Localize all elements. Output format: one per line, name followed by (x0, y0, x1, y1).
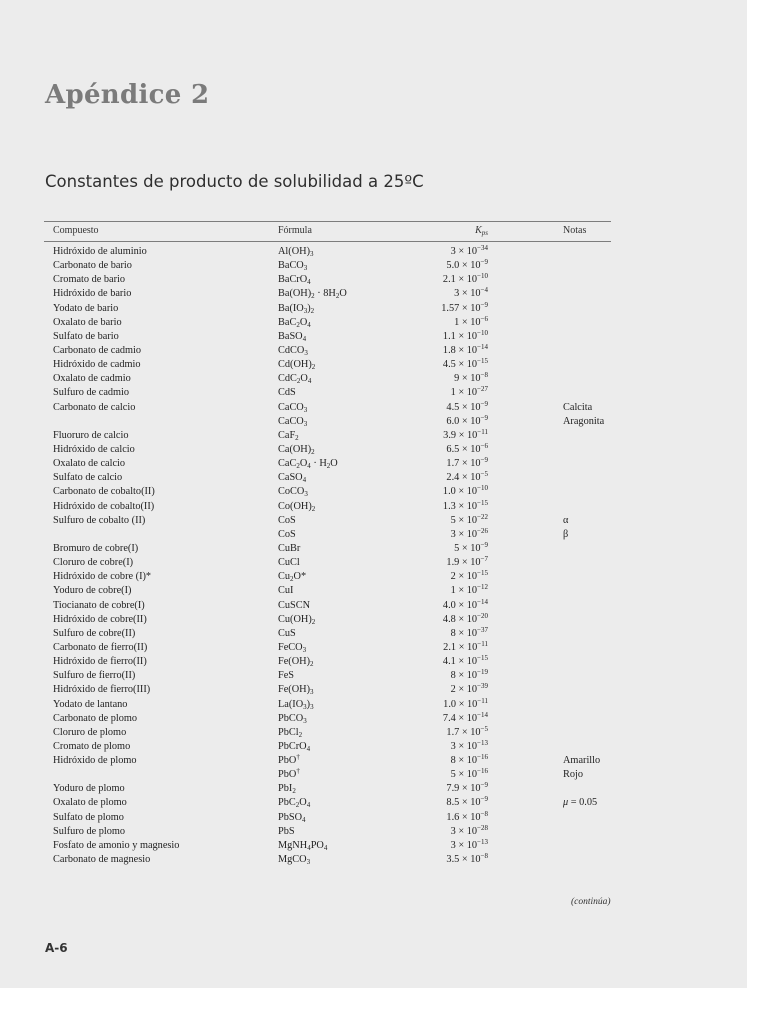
formula-cell: CaF$_2$ (278, 429, 299, 442)
formula-cell: $Fe(OH)_3$ (278, 684, 314, 697)
ksp-cell: $4.5 \times 10^{-9}$ (446, 399, 488, 413)
formula-cell: BaCO$_3$ (278, 260, 308, 273)
ksp-cell: $1.1 \times 10^{-10}$ (442, 328, 488, 342)
compound-cell: Sulfato de bario (53, 330, 119, 342)
compound-cell: Sulfuro de cobre(II) (53, 627, 136, 639)
table-row (44, 556, 611, 570)
table-row (44, 726, 611, 740)
ksp-cell: $1 \times 10^{-12}$ (450, 583, 488, 597)
formula-cell: $Ba(OH)_2 \cdot 8H_2O$ (278, 288, 347, 301)
formula-cell: PbCl$_2$ (278, 726, 303, 739)
formula-cell: CoS (278, 514, 296, 526)
table-row (44, 613, 611, 627)
formula-cell: CoCO$_3$ (278, 486, 308, 499)
compound-cell: Yoduro de plomo (53, 783, 125, 795)
table-row (44, 471, 611, 485)
table-row (44, 754, 611, 768)
ksp-cell: $3.9 \times 10^{-11}$ (443, 427, 488, 441)
compound-cell: Hidróxido de plomo (53, 755, 137, 767)
formula-cell: CoS (278, 528, 296, 540)
ksp-cell: $7.9 \times 10^{-9}$ (446, 781, 488, 795)
compound-cell: Carbonato de plomo (53, 712, 138, 724)
table-row (44, 599, 611, 613)
table-row (44, 811, 611, 825)
compound-cell: Hidróxido de fierro(II) (53, 656, 147, 668)
table-row (44, 768, 611, 782)
ksp-cell: $1 \times 10^{-6}$ (454, 314, 488, 328)
compound-cell: Hidróxido de bario (53, 288, 132, 300)
formula-cell: FeCO$_3$ (278, 641, 307, 654)
compound-cell: Yodato de bario (53, 302, 119, 314)
formula-cell: $Co(OH)_2$ (278, 500, 316, 513)
compound-cell: Fosfato de amonio y magnesio (53, 839, 180, 851)
ksp-cell: $6.5 \times 10^{-6}$ (446, 441, 488, 455)
header-compound: Compuesto (53, 225, 99, 236)
continues-note: (continúa) (571, 897, 611, 907)
ksp-cell: $1.7 \times 10^{-9}$ (446, 456, 488, 470)
table-row (44, 500, 611, 514)
header-notes: Notas (563, 225, 587, 236)
ksp-cell: $2.1 \times 10^{-11}$ (443, 639, 488, 653)
formula-cell: CdS (278, 387, 296, 399)
ksp-cell: $4.8 \times 10^{-20}$ (442, 611, 488, 625)
formula-cell: CuSCN (278, 599, 311, 611)
table-row (44, 782, 611, 796)
formula-cell: PbSO$_4$ (278, 811, 306, 824)
ksp-cell: $3 \times 10^{-13}$ (450, 738, 488, 752)
notes-cell: β (563, 528, 569, 540)
ksp-cell: $1.57 \times 10^{-9}$ (441, 300, 488, 314)
table-row (44, 273, 611, 287)
ksp-cell: $3 \times 10^{-28}$ (450, 823, 488, 837)
ksp-cell: $8.5 \times 10^{-9}$ (446, 795, 488, 809)
compound-cell: Fluoruro de calcio (53, 429, 129, 441)
formula-cell: CuS (278, 627, 296, 639)
compound-cell: Oxalato de bario (53, 316, 122, 328)
notes-cell: Calcita (563, 401, 593, 413)
compound-cell: Oxalato de calcio (53, 458, 126, 470)
solubility-table (44, 221, 611, 867)
formula-cell: PbCO$_3$ (278, 712, 307, 725)
compound-cell: Hidróxido de cadmio (53, 359, 141, 371)
ksp-cell: $3.5 \times 10^{-8}$ (446, 852, 488, 866)
formula-cell: MgCO$_3$ (278, 854, 311, 867)
formula-cell: BaCrO$_4$ (278, 274, 311, 287)
table-title: Constantes de producto de solubilidad a 25ºC (45, 172, 424, 191)
header-ksp (412, 225, 488, 236)
table-row (44, 415, 611, 429)
table-row (44, 839, 611, 853)
compound-cell: Sulfuro de fierro(II) (53, 670, 136, 682)
ksp-cell: $7.4 \times 10^{-14}$ (442, 710, 488, 724)
ksp-cell: $1.6 \times 10^{-8}$ (446, 809, 488, 823)
formula-cell: PbCrO$_4$ (278, 740, 311, 753)
ksp-cell: $5 \times 10^{-16}$ (450, 767, 488, 781)
formula-cell: $Fe(OH)_2$ (278, 656, 314, 669)
formula-cell: FeS (278, 670, 295, 682)
table-row (44, 641, 611, 655)
formula-cell: PbS (278, 825, 295, 837)
compound-cell: Sulfuro de plomo (53, 825, 126, 837)
table-row (44, 386, 611, 400)
compound-cell: Carbonato de cadmio (53, 344, 142, 356)
formula-cell: $Ba(IO_3)_2$ (278, 302, 315, 315)
compound-cell: Bromuro de cobre(I) (53, 542, 139, 554)
ksp-cell: $3 \times 10^{-13}$ (450, 837, 488, 851)
ksp-cell: $1.0 \times 10^{-10}$ (442, 484, 488, 498)
table-body (44, 245, 611, 867)
ksp-cell: $1.0 \times 10^{-11}$ (443, 696, 488, 710)
ksp-cell: $8 \times 10^{-19}$ (450, 668, 488, 682)
ksp-cell: $1.9 \times 10^{-7}$ (446, 555, 488, 569)
table-row (44, 344, 611, 358)
compound-cell: Sulfuro de cadmio (53, 387, 130, 399)
formula-cell: CuCl (278, 557, 300, 569)
ksp-cell: $4.0 \times 10^{-14}$ (442, 597, 488, 611)
table-row (44, 372, 611, 386)
table-header-rule (44, 241, 611, 242)
table-row (44, 443, 611, 457)
table-row (44, 570, 611, 584)
ksp-cell: $2 \times 10^{-39}$ (450, 682, 488, 696)
compound-cell: Hidróxido de cobre (I)* (53, 571, 152, 583)
compound-cell: Hidróxido de cobre(II) (53, 613, 147, 625)
table-row (44, 712, 611, 726)
table-row (44, 259, 611, 273)
ksp-cell: $8 \times 10^{-16}$ (450, 753, 488, 767)
ksp-cell: $1.7 \times 10^{-5}$ (446, 724, 488, 738)
notes-cell: Rojo (563, 769, 584, 781)
ksp-cell: $3 \times 10^{-4}$ (454, 286, 488, 300)
notes-cell: Amarillo (563, 755, 601, 767)
compound-cell: Yodato de lantano (53, 698, 128, 710)
formula-cell: CaCO$_3$ (278, 401, 308, 414)
ksp-cell: $5 \times 10^{-9}$ (454, 540, 488, 554)
appendix-heading: Apéndice 2 (45, 80, 210, 110)
table-row (44, 669, 611, 683)
ksp-cell: $3 \times 10^{-26}$ (450, 526, 488, 540)
compound-cell: Carbonato de fierro(II) (53, 641, 148, 653)
compound-cell: Cloruro de cobre(I) (53, 557, 134, 569)
table-row (44, 401, 611, 415)
formula-cell: $Cu_2O*$ (278, 571, 307, 584)
table-row (44, 698, 611, 712)
table-row (44, 514, 611, 528)
compound-cell: Carbonato de magnesio (53, 854, 151, 866)
table-row (44, 584, 611, 598)
compound-cell: Carbonato de cobalto(II) (53, 486, 155, 498)
formula-cell: CaSO$_4$ (278, 472, 307, 485)
table-row (44, 287, 611, 301)
table-row (44, 429, 611, 443)
table-row (44, 457, 611, 471)
table-row (44, 655, 611, 669)
table-row (44, 542, 611, 556)
compound-cell: Hidróxido de calcio (53, 443, 135, 455)
ksp-cell: $6.0 \times 10^{-9}$ (446, 413, 488, 427)
formula-cell: $Cu(OH)_2$ (278, 613, 316, 626)
table-row (44, 740, 611, 754)
notes-cell: Aragonita (563, 415, 605, 427)
table-row (44, 853, 611, 867)
formula-cell: $Cd(OH)_2$ (278, 359, 316, 372)
notes-cell: μ = 0.05 (563, 797, 598, 809)
formula-cell: PbO† (278, 767, 300, 781)
ksp-cell: $1.8 \times 10^{-14}$ (442, 342, 488, 356)
table-row (44, 302, 611, 316)
formula-cell: CdCO$_3$ (278, 344, 308, 357)
table-row (44, 528, 611, 542)
table-row (44, 330, 611, 344)
formula-cell: $Ca(OH)_2$ (278, 443, 315, 456)
table-row (44, 796, 611, 810)
header-formula: Fórmula (278, 225, 312, 236)
formula-cell: PbI$_2$ (278, 783, 296, 796)
ksp-cell: $1.3 \times 10^{-15}$ (442, 498, 488, 512)
ksp-cell: $2 \times 10^{-15}$ (450, 569, 488, 583)
compound-cell: Yoduro de cobre(I) (53, 585, 132, 597)
compound-cell: Sulfuro de cobalto (II) (53, 514, 146, 526)
ksp-cell: $4.5 \times 10^{-15}$ (442, 357, 488, 371)
compound-cell: Cloruro de plomo (53, 726, 127, 738)
header-ksp-text: $K_{ps}$ (475, 225, 488, 237)
compound-cell: Tiocianato de cobre(I) (53, 599, 145, 611)
compound-cell: Cromato de bario (53, 274, 126, 286)
formula-cell: PbO† (278, 753, 300, 767)
table-row (44, 485, 611, 499)
compound-cell: Oxalato de plomo (53, 797, 127, 809)
ksp-cell: $4.1 \times 10^{-15}$ (442, 654, 488, 668)
formula-cell: BaSO$_4$ (278, 330, 307, 343)
compound-cell: Oxalato de cadmio (53, 373, 131, 385)
table-row (44, 627, 611, 641)
ksp-cell: $5 \times 10^{-22}$ (450, 512, 488, 526)
table-row (44, 683, 611, 697)
formula-cell: $BaC_2O_4$ (278, 316, 311, 329)
compound-cell: Hidróxido de cobalto(II) (53, 500, 155, 512)
formula-cell: CuI (278, 585, 294, 597)
ksp-cell: $2.4 \times 10^{-5}$ (446, 470, 488, 484)
formula-cell: $CaC_2O_4 \cdot H_2O$ (278, 458, 338, 471)
ksp-cell: $1 \times 10^{-27}$ (450, 385, 488, 399)
formula-cell: $La(IO_3)_3$ (278, 698, 314, 711)
formula-cell: $Al(OH)_3$ (278, 246, 314, 258)
compound-cell: Carbonato de calcio (53, 401, 136, 413)
notes-cell: α (563, 514, 569, 526)
compound-cell: Cromato de plomo (53, 740, 131, 752)
table-row (44, 245, 611, 259)
formula-cell: $MgNH_4PO_4$ (278, 839, 328, 852)
formula-cell: CuBr (278, 542, 301, 554)
ksp-cell: $8 \times 10^{-37}$ (450, 625, 488, 639)
table-row (44, 316, 611, 330)
compound-cell: Carbonato de bario (53, 260, 132, 272)
table-row (44, 825, 611, 839)
ksp-cell: $2.1 \times 10^{-10}$ (442, 272, 488, 286)
ksp-cell: $5.0 \times 10^{-9}$ (446, 258, 488, 272)
formula-cell: $CdC_2O_4$ (278, 373, 312, 386)
table-row (44, 358, 611, 372)
compound-cell: Sulfato de calcio (53, 472, 123, 484)
compound-cell: Hidróxido de fierro(III) (53, 684, 151, 696)
compound-cell: Sulfato de plomo (53, 811, 124, 823)
ksp-cell: $3 \times 10^{-34}$ (450, 244, 488, 257)
table-header (44, 222, 611, 241)
ksp-cell: $9 \times 10^{-8}$ (454, 371, 488, 385)
compound-cell: Hidróxido de aluminio (53, 246, 147, 257)
page-number: A-6 (45, 941, 68, 955)
formula-cell: $PbC_2O_4$ (278, 797, 311, 810)
formula-cell: CaCO$_3$ (278, 415, 308, 428)
